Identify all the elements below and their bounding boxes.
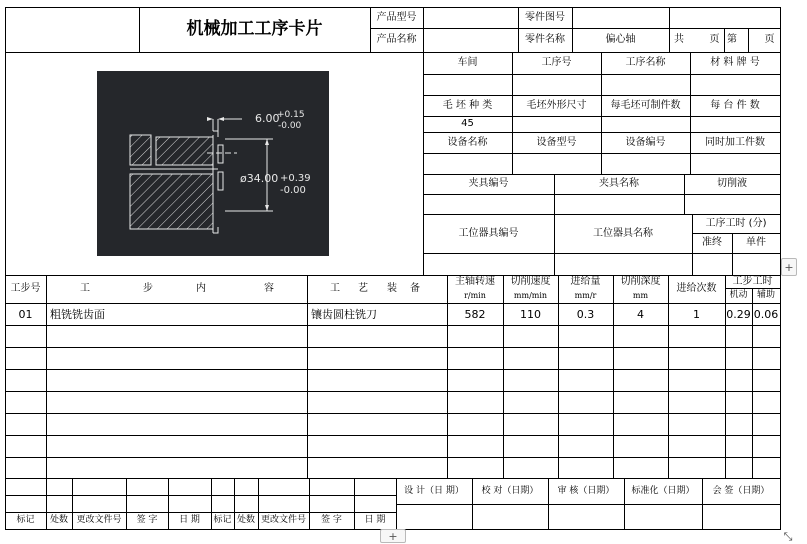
workshop-label: 车间 [457, 57, 478, 68]
change-doc-label: 更改文件号 [76, 515, 122, 525]
fixture-name-label: 夹具名称 [599, 178, 639, 189]
diameter-dimension: ø34.00 [240, 172, 279, 185]
design-date-label: 设 计（日 期） [404, 485, 464, 496]
page-no-unit: 页 [764, 34, 775, 45]
step-row-no: 01 [18, 307, 33, 321]
part-name-value: 偏心轴 [605, 34, 636, 45]
width-dimension: 6.00 [255, 112, 280, 125]
sign-label-2: 签 字 [321, 515, 342, 525]
passes-header: 进给次数 [676, 283, 717, 294]
total-pages-label: 共 [674, 34, 684, 45]
step-row-depth: 4 [637, 307, 644, 321]
page-no-label: 第 [727, 34, 737, 45]
step-row-cutting-speed: 110 [520, 307, 541, 321]
station-tool-no-label: 工位器具编号 [458, 227, 519, 239]
cutting-speed-header: 切削速度 [510, 276, 551, 287]
content-header-2: 步 [143, 283, 153, 294]
countersign-date-label: 会 签（日期） [712, 485, 770, 496]
feed-header: 进给量 [570, 276, 601, 287]
cutting-speed-unit: mm/min [513, 291, 548, 300]
product-model-label: 产品型号 [376, 11, 417, 23]
equipment-header-2: 艺 [358, 283, 368, 294]
coolant-label: 切削液 [717, 178, 747, 189]
place-label-2: 处数 [236, 515, 255, 525]
card-title: 机械加工工序卡片 [186, 19, 323, 39]
process-no-label: 工序号 [541, 57, 572, 68]
pieces-per-unit-label: 每 台 件 数 [710, 99, 760, 111]
blank-size-label: 毛坯外形尺寸 [526, 99, 587, 111]
proofread-date-label: 校 对（日期） [481, 485, 539, 496]
add-column-button[interactable]: + [781, 258, 797, 276]
step-row-feed: 0.3 [576, 307, 595, 321]
diameter-tolerance-upper: +0.39 [280, 173, 311, 184]
equipment-header-3: 装 [387, 283, 397, 294]
resize-handle-icon[interactable]: ⤡ [783, 529, 793, 543]
station-tool-name-label: 工位器具名称 [593, 227, 653, 239]
step-row-equipment: 镶齿圆柱铣刀 [311, 307, 377, 321]
diameter-tolerance-lower: -0.00 [280, 185, 306, 196]
prep-end-label: 准终 [702, 237, 722, 248]
step-row-content: 粗铣铣齿面 [50, 307, 105, 321]
aux-time-header: 辅助 [756, 290, 775, 300]
date-label-2: 日 期 [364, 515, 386, 525]
date-label: 日 期 [179, 515, 200, 525]
mark-label-2: 标记 [213, 515, 232, 525]
content-header-1: 工 [80, 283, 90, 294]
depth-header: 切削深度 [620, 276, 661, 287]
add-row-button[interactable]: + [380, 529, 406, 543]
pieces-per-blank-label: 每毛坯可制件数 [610, 99, 681, 111]
mark-label: 标记 [16, 515, 35, 525]
blank-type-value: 45 [461, 118, 474, 129]
unit-time-label: 单件 [746, 237, 766, 248]
step-no-header: 工步号 [10, 283, 41, 294]
feed-unit: mm/r [574, 291, 597, 300]
fixture-no-label: 夹具编号 [468, 178, 509, 189]
sketch-svg [97, 71, 329, 256]
part-drawing-label: 零件图号 [525, 11, 565, 23]
step-row-machine-time: 0.29 [726, 307, 751, 321]
content-header-4: 容 [264, 283, 274, 294]
machine-time-header: 机动 [729, 290, 748, 300]
equipment-header-4: 备 [410, 283, 420, 294]
change-doc-label-2: 更改文件号 [260, 515, 306, 525]
step-time-header: 工步工时 [732, 275, 773, 287]
process-name-label: 工序名称 [625, 57, 666, 68]
process-card [5, 7, 781, 530]
review-date-label: 审 核（日期） [557, 485, 615, 496]
equipment-name-label: 设备名称 [447, 136, 488, 148]
total-pages-unit: 页 [709, 34, 720, 45]
equipment-model-label: 设备型号 [536, 136, 577, 148]
equipment-header-1: 工 [330, 283, 340, 294]
part-sketch [97, 71, 329, 256]
width-tolerance-upper: +0.15 [277, 110, 305, 120]
simultaneous-label: 同时加工件数 [705, 136, 765, 148]
process-time-label: 工序工时 (分) [705, 217, 767, 229]
standardize-date-label: 标准化（日期） [631, 485, 695, 496]
step-row-aux-time: 0.06 [753, 307, 779, 321]
part-name-label: 零件名称 [525, 34, 565, 45]
width-tolerance-lower: -0.00 [278, 121, 302, 131]
spindle-speed-unit: r/min [464, 291, 486, 300]
content-header-3: 内 [196, 283, 206, 294]
spindle-speed-header: 主轴转速 [455, 276, 495, 287]
step-row-passes: 1 [693, 307, 700, 321]
step-row-speed: 582 [464, 307, 486, 321]
product-name-label: 产品名称 [376, 34, 417, 45]
material-label: 材 料 牌 号 [710, 57, 760, 68]
sign-label: 签 字 [136, 515, 158, 525]
depth-unit: mm [632, 291, 649, 300]
place-label: 处数 [49, 515, 68, 525]
equipment-no-label: 设备编号 [625, 136, 666, 148]
blank-type-label: 毛 坯 种 类 [442, 99, 493, 111]
